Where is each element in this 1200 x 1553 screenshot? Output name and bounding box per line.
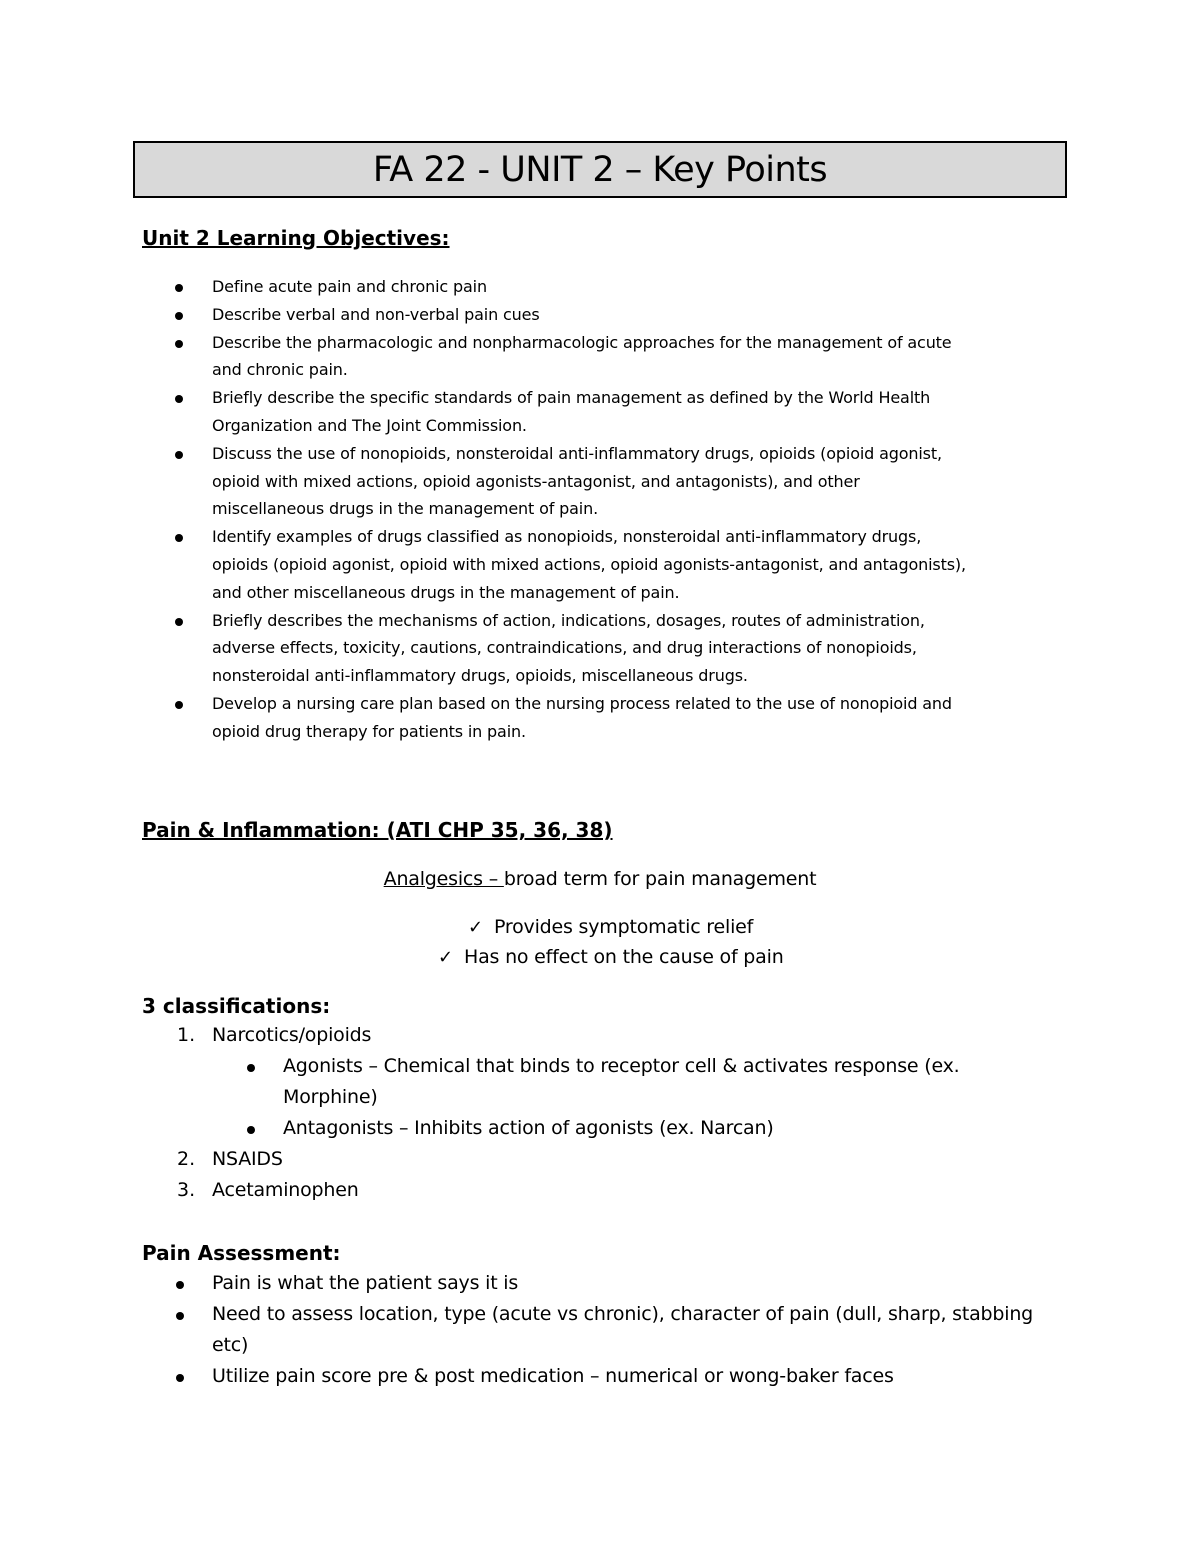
objective-item (142, 384, 1072, 440)
objective-line: opioids (opioid agonist, opioid with mixed actions, opioid agonists-antagonist, and antagonists), (212, 554, 966, 574)
objective-line: Develop a nursing care plan based on the nursing process related to the use of nonopioid and (212, 693, 952, 713)
assessment-item-line: etc) (212, 1334, 249, 1356)
objective-line: adverse effects, toxicity, cautions, contraindications, and drug interactions of nonopioids, (212, 638, 917, 658)
bullet-icon (175, 312, 183, 320)
objective-item (142, 607, 1072, 690)
list-number: 2. (177, 1148, 196, 1170)
pain-heading: Pain & Inflammation: (ATI CHP 35, 36, 38) (142, 818, 613, 842)
objective-item (142, 329, 1072, 385)
bullet-icon (247, 1126, 255, 1134)
objective-line: Discuss the use of nonopioids, nonsteroidal anti-inflammatory drugs, opioids (opioid agonist, (212, 443, 942, 463)
objective-line: Briefly describe the specific standards of pain management as defined by the World Health (212, 388, 931, 408)
sub-item: Antagonists – Inhibits action of agonists (ex. Narcan) (283, 1117, 774, 1139)
sub-item-line: Morphine) (283, 1086, 378, 1108)
classification-item: NSAIDS (212, 1148, 283, 1170)
checkmark-icon: ✓ (438, 947, 453, 968)
objective-line: and other miscellaneous drugs in the management of pain. (212, 582, 680, 602)
objectives-heading: Unit 2 Learning Objectives: (142, 226, 450, 250)
classification-item: Narcotics/opioids (212, 1024, 372, 1046)
list-number: 1. (177, 1024, 196, 1046)
bullet-icon (176, 1281, 184, 1289)
objective-line: Describe verbal and non-verbal pain cues (212, 304, 540, 324)
objective-item (142, 273, 1072, 301)
objective-line: Define acute pain and chronic pain (212, 277, 487, 296)
objectives-list (142, 273, 1072, 746)
bullet-icon (175, 618, 183, 626)
bullet-icon (175, 534, 183, 542)
bullet-icon (175, 284, 183, 292)
objective-line: Describe the pharmacologic and nonpharmacologic approaches for the management of acute (212, 332, 952, 352)
objective-line: miscellaneous drugs in the management of pain. (212, 499, 599, 519)
objective-item (142, 523, 1072, 606)
analgesics-definition: broad term for pain management (503, 868, 817, 890)
sub-item-line: Agonists – Chemical that binds to receptor cell & activates response (ex. (283, 1055, 960, 1077)
check-item (438, 946, 784, 968)
assessment-heading: Pain Assessment: (142, 1241, 341, 1265)
objective-line: and chronic pain. (212, 360, 348, 380)
bullet-icon (175, 395, 183, 403)
objective-item (142, 440, 1072, 523)
check-item-text: Provides symptomatic relief (494, 916, 754, 938)
analgesics-term: Analgesics – (383, 868, 504, 890)
bullet-icon (175, 340, 183, 348)
bullet-icon (175, 701, 183, 709)
bullet-icon (175, 451, 183, 459)
analgesics-line (0, 868, 1200, 890)
bullet-icon (176, 1312, 184, 1320)
classification-item: Acetaminophen (212, 1179, 359, 1201)
objective-line: Identify examples of drugs classified as nonopioids, nonsteroidal anti-inflammatory drugs, (212, 527, 922, 547)
title-box (133, 141, 1067, 198)
assessment-item-line: Need to assess location, type (acute vs chronic), character of pain (dull, sharp, stabbing (212, 1303, 1034, 1325)
checkmark-icon: ✓ (468, 917, 483, 938)
sub-item (283, 1051, 1043, 1113)
assessment-item (212, 1299, 1072, 1361)
classifications-heading: 3 classifications: (142, 994, 331, 1018)
list-number: 3. (177, 1179, 196, 1201)
objective-line: nonsteroidal anti-inflammatory drugs, opioids, miscellaneous drugs. (212, 666, 748, 686)
objective-line: opioid drug therapy for patients in pain. (212, 721, 526, 741)
bullet-icon (176, 1374, 184, 1382)
bullet-icon (247, 1064, 255, 1072)
objective-line: Briefly describes the mechanisms of action, indications, dosages, routes of administration, (212, 610, 925, 630)
objective-line: Organization and The Joint Commission. (212, 415, 527, 435)
assessment-item: Pain is what the patient says it is (212, 1272, 519, 1294)
objective-item (142, 301, 1072, 329)
check-item-text: Has no effect on the cause of pain (464, 946, 784, 968)
objective-line: opioid with mixed actions, opioid agonists-antagonist, and antagonists), and other (212, 471, 860, 491)
objective-item (142, 690, 1072, 746)
page-title: FA 22 - UNIT 2 – Key Points (372, 149, 828, 190)
assessment-item: Utilize pain score pre & post medication – numerical or wong-baker faces (212, 1365, 894, 1387)
check-item (468, 916, 753, 938)
